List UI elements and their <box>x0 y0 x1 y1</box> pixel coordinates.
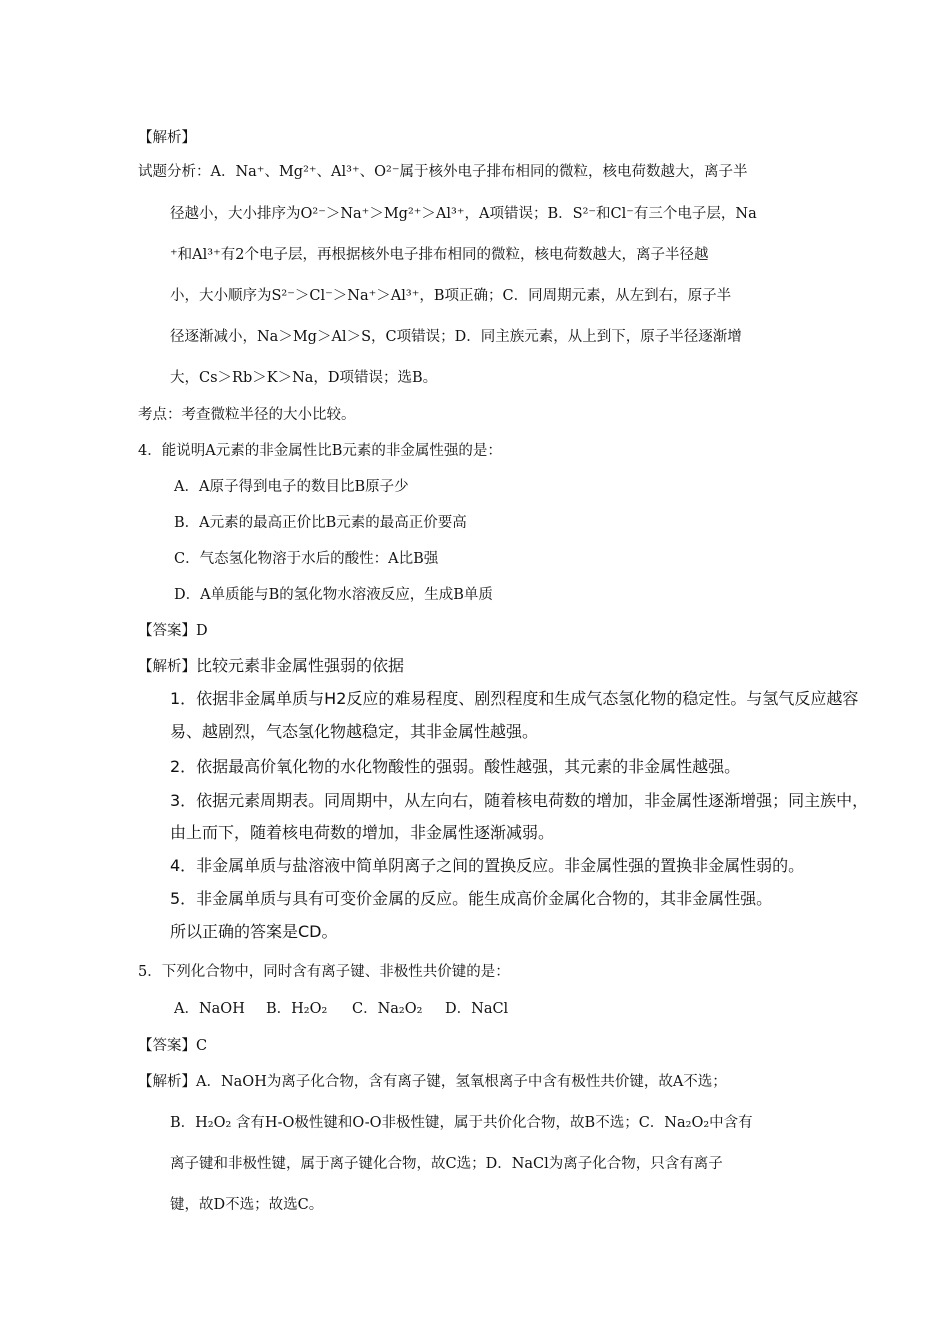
q5-jiexi-line-1: 【解析】A．NaOH为离子化合物，含有离子键，氢氧根离子中含有极性共价键，故A不选； <box>138 1074 727 1090</box>
analysis-line-6: 大，Cs＞Rb＞K＞Na，D项错误；选B。 <box>170 370 438 386</box>
q4-point-2: 2．依据最高价氧化物的水化物酸性的强弱。酸性越强，其元素的非金属性越强。 <box>170 757 741 776</box>
question-5: 5．下列化合物中，同时含有离子键、非极性共价键的是： <box>138 964 510 980</box>
q5-option-b: B．H₂O₂ <box>266 1001 328 1017</box>
q5-jiexi-line-4: 键，故D不选；故选C。 <box>170 1197 324 1213</box>
q4-conclusion: 所以正确的答案是CD。 <box>170 922 338 941</box>
q5-option-a: A．NaOH <box>174 1001 245 1017</box>
q4-point-3b: 由上而下，随着核电荷数的增加，非金属性逐渐减弱。 <box>170 823 555 842</box>
q5-option-c: C．Na₂O₂ <box>352 1001 423 1017</box>
q4-option-c: C．气态氢化物溶于水后的酸性：A比B强 <box>174 551 439 567</box>
analysis-line-4: 小，大小顺序为S²⁻＞Cl⁻＞Na⁺＞Al³⁺，B项正确；C．同周期元素，从左到右，原子半 <box>170 288 732 304</box>
q5-jiexi-line-3: 离子键和非极性键，属于离子键化合物，故C选；D．NaCl为离子化合物，只含有离子 <box>170 1156 723 1172</box>
q4-option-b: B．A元素的最高正价比B元素的最高正价要高 <box>174 515 467 531</box>
q4-option-d: D．A单质能与B的氢化物水溶液反应，生成B单质 <box>174 587 493 603</box>
question-4: 4．能说明A元素的非金属性比B元素的非金属性强的是： <box>138 443 502 459</box>
q5-answer: 【答案】C <box>138 1038 208 1054</box>
kaodian-note: 考点：考查微粒半径的大小比较。 <box>138 407 356 423</box>
q4-jiexi-title: 比较元素非金属性强弱的依据 <box>196 656 405 675</box>
q4-answer: 【答案】D <box>138 623 208 639</box>
q4-point-5: 5．非金属单质与具有可变价金属的反应。能生成高价金属化合物的，其非金属性强。 <box>170 889 773 908</box>
analysis-line-5: 径逐渐减小，Na＞Mg＞Al＞S，C项错误；D．同主族元素，从上到下，原子半径逐渐增 <box>170 329 742 345</box>
q4-option-a: A．A原子得到电子的数目比B原子少 <box>174 479 409 495</box>
q4-point-1b: 易、越剧烈，气态氢化物越稳定，其非金属性越强。 <box>170 722 539 741</box>
analysis-line-2: 径越小，大小排序为O²⁻＞Na⁺＞Mg²⁺＞Al³⁺，A项错误；B．S²⁻和Cl⁻有三个电子层，Na <box>170 206 757 222</box>
q4-point-1a: 1．依据非金属单质与H2反应的难易程度、剧烈程度和生成气态氢化物的稳定性。与氢气反应越容 <box>170 689 859 708</box>
analysis-line-3: ⁺和Al³⁺有2个电子层，再根据核外电子排布相同的微粒，核电荷数越大，离子半径越 <box>170 247 709 263</box>
jiexi-label: 【解析】 <box>138 130 196 146</box>
q4-jiexi-heading <box>138 655 404 677</box>
q5-option-d: D．NaCl <box>445 1001 509 1017</box>
q4-jiexi-label: 【解析】 <box>138 659 196 675</box>
q4-point-4: 4．非金属单质与盐溶液中简单阴离子之间的置换反应。非金属性强的置换非金属性弱的。 <box>170 856 805 875</box>
q4-point-3a: 3．依据元素周期表。同周期中，从左向右，随着核电荷数的增加，非金属性逐渐增强；同主族中， <box>170 791 869 810</box>
q5-jiexi-line-2: B．H₂O₂ 含有H-O极性键和O-O非极性键，属于共价化合物，故B不选；C．Na₂O₂中含有 <box>170 1115 753 1131</box>
analysis-line-1: 试题分析：A．Na⁺、Mg²⁺、Al³⁺、O²⁻属于核外电子排布相同的微粒，核电荷数越大，离子半 <box>138 164 748 180</box>
